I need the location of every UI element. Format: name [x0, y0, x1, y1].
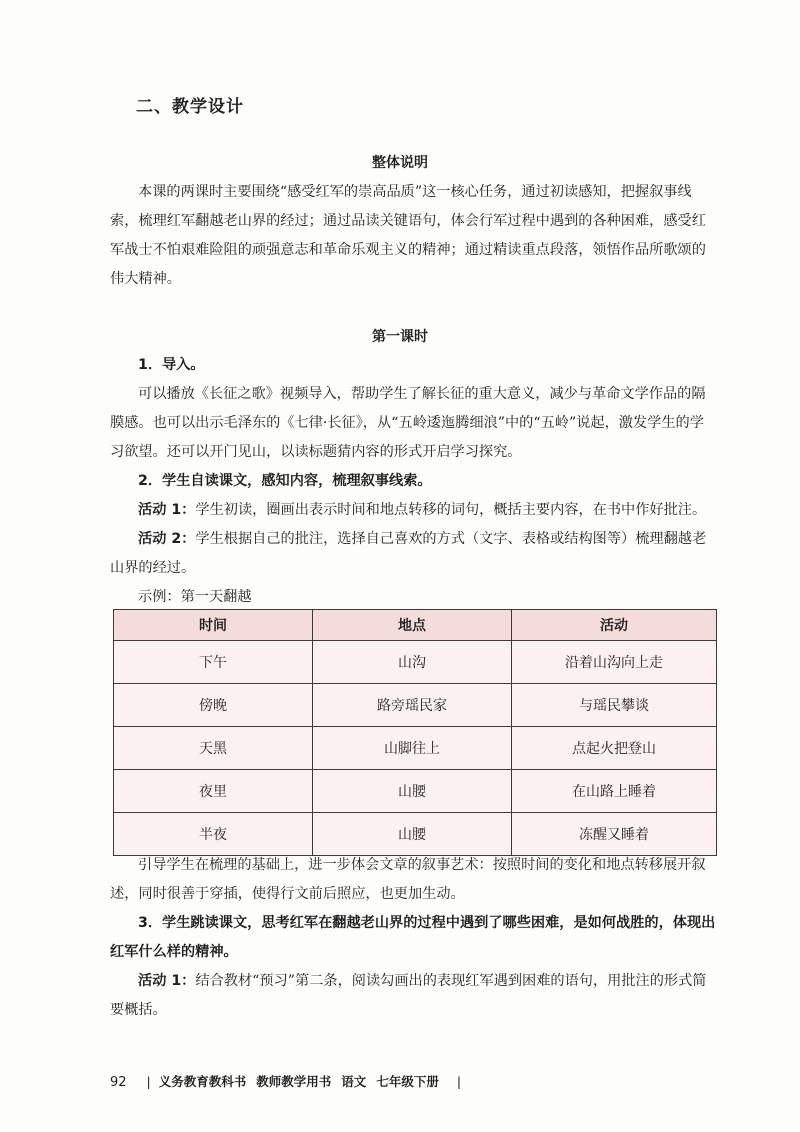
example-caption: 示例：第一天翻越	[138, 589, 252, 605]
step2-title: 2．学生自读课文，感知内容，梳理叙事线索。	[138, 473, 432, 489]
cell-place: 山腰	[312, 813, 511, 856]
step1-title: 1．导入。	[138, 357, 205, 373]
overview-paragraph: 本课的两课时主要围绕“感受红军的崇高品质”这一核心任务，通过初读感知，把握叙事线索，梳理红军翻越老山界的经过；通过品读关键语句，体会行军过程中遇到的各种困难，感受红军战士不怕艰难险阻的顽强意志和革命乐观主义的精神；通过精读重点段落，领悟作品所歌颂的伟大精神。	[110, 184, 706, 287]
footer-subject: 语文	[341, 1074, 367, 1089]
table-row	[114, 813, 717, 856]
cell-activity: 在山路上睡着	[511, 770, 716, 813]
table-header-row	[114, 610, 717, 641]
cell-time: 半夜	[114, 813, 313, 856]
cell-activity: 沿着山沟向上走	[511, 641, 716, 684]
cell-activity: 与瑶民攀谈	[511, 684, 716, 727]
activity1-text: 学生初读，圈画出表示时间和地点转移的词句，概括主要内容，在书中作好批注。	[195, 502, 707, 518]
table-row	[114, 727, 717, 770]
step3-activity1-label: 活动 1：	[138, 973, 196, 989]
cell-activity: 冻醒又睡着	[511, 813, 716, 856]
activity2-label: 活动 2：	[138, 531, 196, 547]
cell-time: 下午	[114, 641, 313, 684]
cell-time: 夜里	[114, 770, 313, 813]
section-title: 二、教学设计	[136, 97, 244, 117]
cell-activity: 点起火把登山	[511, 727, 716, 770]
header-place: 地点	[312, 610, 511, 641]
activity2-text: 学生根据自己的批注，选择自己喜欢的方式（文字、表格或结构图等）梳理翻越老山界的经过。	[110, 531, 707, 576]
cell-place: 路旁瑶民家	[312, 684, 511, 727]
cell-place: 山脚往上	[312, 727, 511, 770]
activity1-label: 活动 1：	[138, 502, 196, 518]
table-row	[114, 770, 717, 813]
table-row	[114, 684, 717, 727]
footer-book-type: 教师教学用书	[256, 1074, 332, 1089]
step2-activity1	[110, 496, 718, 525]
step2-activity2	[110, 525, 718, 583]
cell-place: 山腰	[312, 770, 511, 813]
cell-place: 山沟	[312, 641, 511, 684]
footer-grade: 七年级下册	[376, 1074, 439, 1089]
route-table	[113, 609, 717, 856]
page-number: 92	[110, 1075, 127, 1090]
header-time: 时间	[114, 610, 313, 641]
overview-heading: 整体说明	[372, 155, 428, 171]
table-row	[114, 641, 717, 684]
step3-title: 3．学生跳读课文，思考红军在翻越老山界的过程中遇到了哪些困难，是如何战胜的，体现出红军什么样的精神。	[110, 915, 716, 960]
page-footer: 92 | 义务教育教科书 教师教学用书 语文 七年级下册 |	[110, 1074, 462, 1090]
lesson1-heading: 第一课时	[372, 329, 428, 345]
step3-activity1	[110, 967, 718, 1025]
cell-time: 天黑	[114, 727, 313, 770]
step3-activity1-text: 结合教材“预习”第二条，阅读勾画出的表现红军遇到困难的语句，用批注的形式简要概括。	[110, 973, 707, 1018]
after-table-paragraph: 引导学生在梳理的基础上，进一步体会文章的叙事艺术：按照时间的变化和地点转移展开叙述，同时很善于穿插，使得行文前后照应，也更加生动。	[110, 857, 706, 902]
footer-book-series: 义务教育教科书	[158, 1074, 247, 1089]
header-activity: 活动	[511, 610, 716, 641]
step1-paragraph: 可以播放《长征之歌》视频导入，帮助学生了解长征的重大意义，减少与革命文学作品的隔膜感。也可以出示毛泽东的《七律·长征》，从“五岭逶迤腾细浪”中的“五岭”说起，激发学生的学习欲望。还可以开门见山，以读标题猜内容的形式开启学习探究。	[110, 386, 706, 460]
cell-time: 傍晚	[114, 684, 313, 727]
